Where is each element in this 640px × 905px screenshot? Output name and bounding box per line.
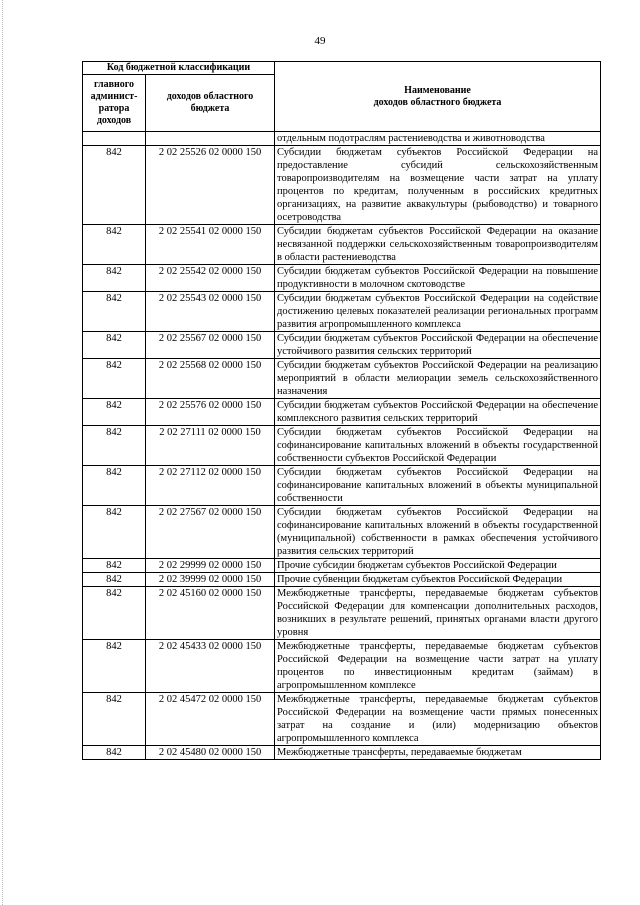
table-row (83, 359, 601, 399)
table-body (83, 132, 601, 760)
income-name-cell: Субсидии бюджетам субъектов Российской Федерации на повышение продуктивности в молочном скотоводстве (275, 265, 601, 292)
table-row (83, 225, 601, 265)
table-row (83, 506, 601, 559)
header-name-line1: Наименование (404, 84, 471, 96)
header-code-column (146, 75, 275, 132)
page-edge-line (2, 0, 4, 905)
header-code-line2: бюджета (190, 103, 230, 114)
income-name-cell: Прочие субвенции бюджетам субъектов Российской Федерации (275, 573, 601, 587)
admin-code-cell: 842 (83, 559, 146, 573)
budget-code-cell: 2 02 25542 02 0000 150 (146, 265, 275, 292)
admin-code-cell: 842 (83, 359, 146, 399)
table-row (83, 559, 601, 573)
budget-code-cell: 2 02 25543 02 0000 150 (146, 292, 275, 332)
income-name-cell: Межбюджетные трансферты, передаваемые бюджетам субъектов Российской Федерации для компенсации дополнительных расходов, возникших в результате решений, принятых органами власти другого уровня (275, 587, 601, 640)
page-number: 49 (314, 35, 326, 47)
budget-code-cell: 2 02 45433 02 0000 150 (146, 640, 275, 693)
income-name-cell: Субсидии бюджетам субъектов Российской Федерации на софинансирование капитальных вложений в объекты муниципальной собственности (275, 466, 601, 506)
admin-code-cell: 842 (83, 506, 146, 559)
admin-code-cell: 842 (83, 693, 146, 746)
continuation-name-cell: отдельным подотраслям растениеводства и животноводства (275, 132, 601, 146)
header-name-line2: доходов областного бюджета (373, 96, 502, 108)
admin-code-cell: 842 (83, 587, 146, 640)
income-name-cell: Межбюджетные трансферты, передаваемые бюджетам субъектов Российской Федерации на возмещение части затрат на уплату процентов по инвестиционным кредитам (займам) в агропромышленном комплексе (275, 640, 601, 693)
admin-code-cell: 842 (83, 265, 146, 292)
continuation-admin-cell (83, 132, 146, 146)
table-row (83, 332, 601, 359)
table-row (83, 466, 601, 506)
budget-code-cell: 2 02 25568 02 0000 150 (146, 359, 275, 399)
admin-code-cell: 842 (83, 466, 146, 506)
income-name-cell: Субсидии бюджетам субъектов Российской Федерации на софинансирование капитальных вложений в объекты государственной (муниципальной) собственности в рамках обеспечения устойчивого развития сельских территорий (275, 506, 601, 559)
admin-code-cell: 842 (83, 426, 146, 466)
budget-code-cell: 2 02 25526 02 0000 150 (146, 146, 275, 225)
admin-code-cell: 842 (83, 225, 146, 265)
budget-code-cell: 2 02 39999 02 0000 150 (146, 573, 275, 587)
income-name-cell: Субсидии бюджетам субъектов Российской Федерации на содействие достижению целевых показателей реализации региональных программ развития агропромышленного комплекса (275, 292, 601, 332)
budget-code-cell: 2 02 27111 02 0000 150 (146, 426, 275, 466)
budget-code-cell: 2 02 25567 02 0000 150 (146, 332, 275, 359)
header-code-line1: доходов областного (166, 91, 254, 102)
income-name-cell: Субсидии бюджетам субъектов Российской Федерации на предоставление субсидий сельскохозяйственным товаропроизводителям на возмещение части затрат на уплату процентов по кредитам, полученным в российских кредитных организациях, на развитие аквакультуры (рыбоводство) и товарного осетроводства (275, 146, 601, 225)
admin-code-cell: 842 (83, 399, 146, 426)
admin-code-cell: 842 (83, 640, 146, 693)
admin-code-cell: 842 (83, 292, 146, 332)
income-name-cell: Межбюджетные трансферты, передаваемые бюджетам субъектов Российской Федерации на возмещение части прямых понесенных затрат на создание и (или) модернизацию объектов агропромышленного комплекса (275, 693, 601, 746)
admin-code-cell: 842 (83, 146, 146, 225)
budget-code-cell: 2 02 45480 02 0000 150 (146, 746, 275, 760)
table-row (83, 399, 601, 426)
admin-code-cell: 842 (83, 332, 146, 359)
header-admin-line2: админист- (90, 91, 138, 102)
continuation-code-cell (146, 132, 275, 146)
table-row (83, 146, 601, 225)
income-name-cell: Субсидии бюджетам субъектов Российской Федерации на софинансирование капитальных вложений в объекты государственной собственности субъектов Российской Федерации (275, 426, 601, 466)
table-row (83, 426, 601, 466)
table-row (83, 587, 601, 640)
budget-classification-table (82, 61, 601, 760)
income-name-cell: Субсидии бюджетам субъектов Российской Федерации на обеспечение комплексного развития сельских территорий (275, 399, 601, 426)
table-row (83, 265, 601, 292)
continuation-row (83, 132, 601, 146)
header-admin-line4: доходов (96, 115, 132, 126)
income-name-cell: Субсидии бюджетам субъектов Российской Федерации на оказание несвязанной поддержки сельскохозяйственным товаропроизводителям в области растениеводства (275, 225, 601, 265)
table-row (83, 746, 601, 760)
income-name-cell: Прочие субсидии бюджетам субъектов Российской Федерации (275, 559, 601, 573)
income-name-cell: Межбюджетные трансферты, передаваемые бюджетам (275, 746, 601, 760)
budget-code-cell: 2 02 25541 02 0000 150 (146, 225, 275, 265)
header-admin-column (83, 75, 146, 132)
admin-code-cell: 842 (83, 573, 146, 587)
admin-code-cell: 842 (83, 746, 146, 760)
income-name-cell: Субсидии бюджетам субъектов Российской Федерации на реализацию мероприятий в области мелиорации земель сельскохозяйственного назначения (275, 359, 601, 399)
table-header (83, 62, 601, 132)
budget-code-cell: 2 02 25576 02 0000 150 (146, 399, 275, 426)
header-group-label: Код бюджетной классификации (83, 62, 275, 75)
table-row (83, 292, 601, 332)
header-admin-line1: главного (93, 79, 135, 90)
budget-code-cell: 2 02 45160 02 0000 150 (146, 587, 275, 640)
budget-code-cell: 2 02 29999 02 0000 150 (146, 559, 275, 573)
budget-code-cell: 2 02 27112 02 0000 150 (146, 466, 275, 506)
header-name-column (275, 62, 601, 132)
table-row (83, 640, 601, 693)
table-row (83, 693, 601, 746)
header-admin-line3: ратора (98, 103, 130, 114)
budget-code-cell: 2 02 27567 02 0000 150 (146, 506, 275, 559)
income-name-cell: Субсидии бюджетам субъектов Российской Федерации на обеспечение устойчивого развития сельских территорий (275, 332, 601, 359)
table-row (83, 573, 601, 587)
budget-code-cell: 2 02 45472 02 0000 150 (146, 693, 275, 746)
